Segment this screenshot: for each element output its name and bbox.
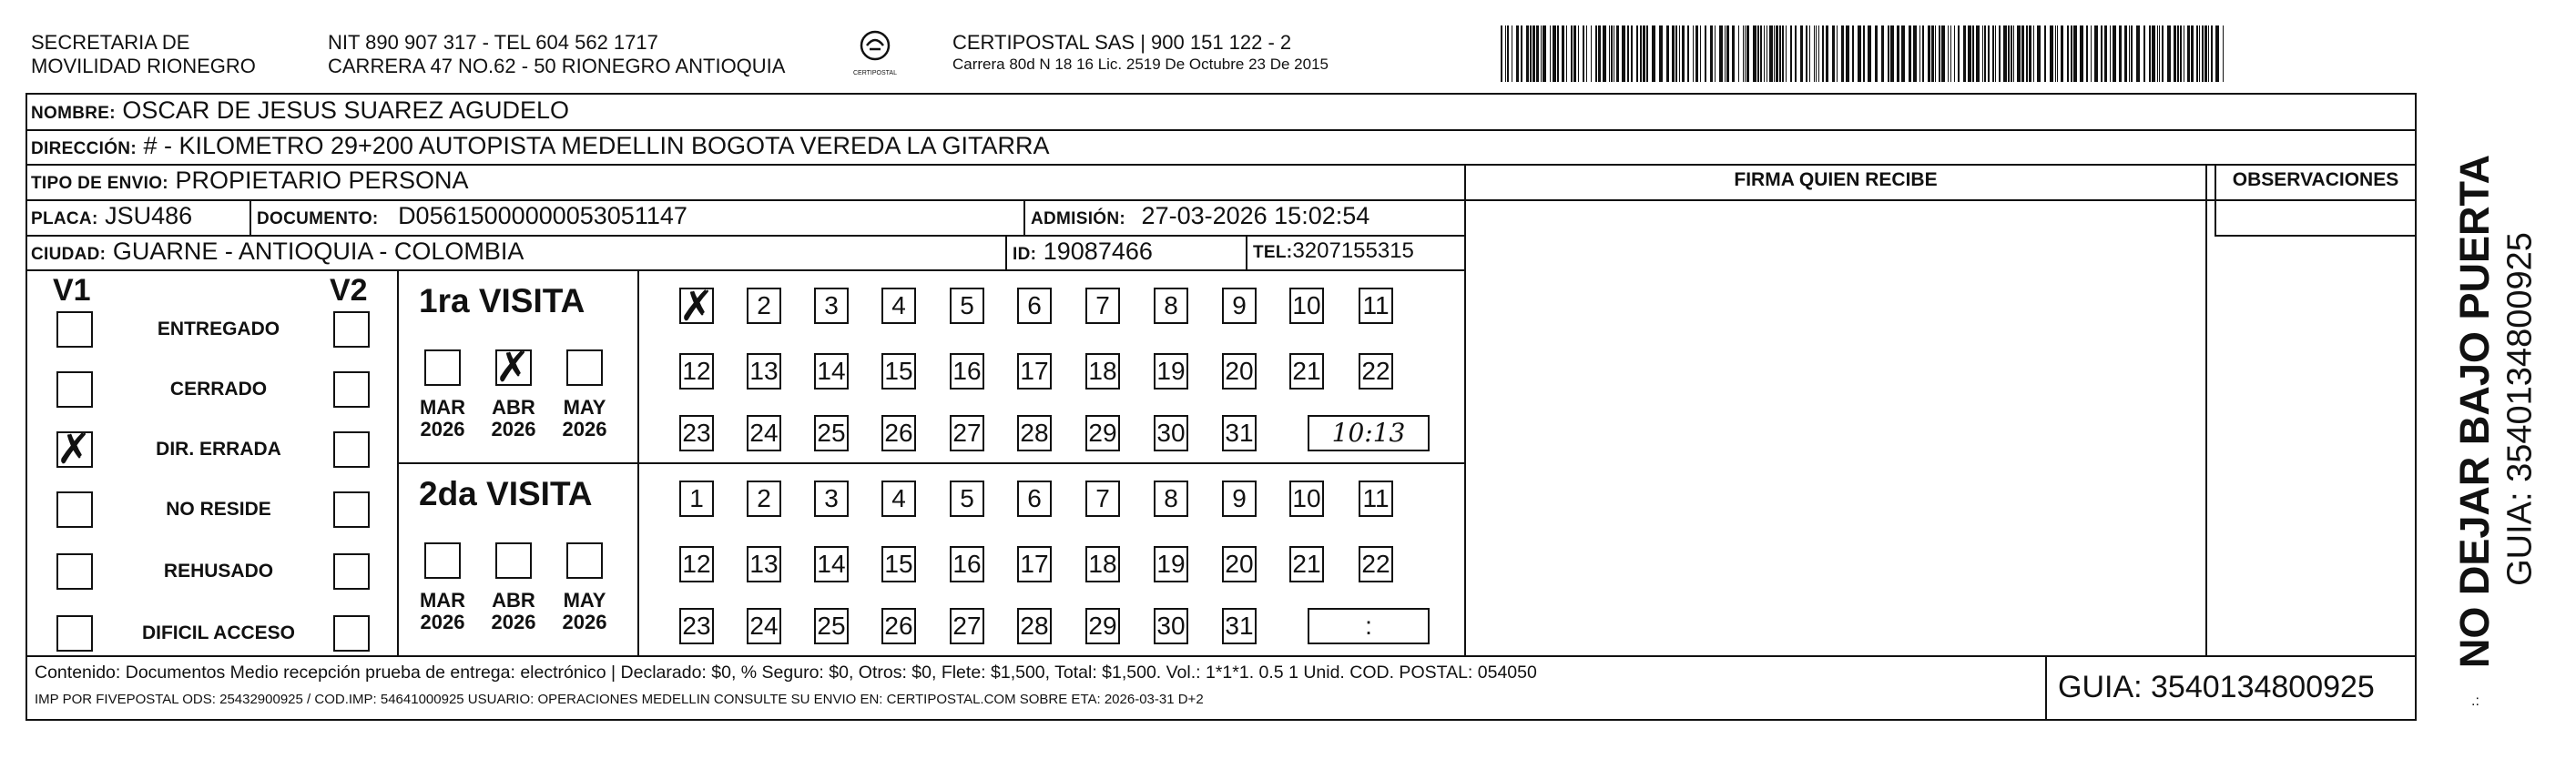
month-year: 2026	[491, 418, 536, 440]
admission-cell	[1027, 200, 1369, 235]
day-box[interactable]: 16	[950, 353, 984, 390]
address-label: DIRECCIÓN:	[31, 139, 137, 158]
city-value: GUARNE - ANTIOQUIA - COLOMBIA	[112, 238, 524, 265]
day-box[interactable]: 25	[814, 608, 849, 644]
day-box[interactable]: 15	[881, 546, 916, 582]
check-mark-icon: ✗	[494, 342, 531, 391]
license-line: Carrera 80d N 18 16 Lic. 2519 De Octubre 23 De 2015	[952, 56, 1329, 73]
day-box[interactable]: 8	[1154, 288, 1188, 324]
day-box[interactable]: 10	[1289, 288, 1324, 324]
v2-checkbox[interactable]	[333, 311, 370, 348]
barcode	[1501, 25, 2227, 82]
v2-checkbox[interactable]	[333, 431, 370, 468]
day-box[interactable]: 24	[747, 608, 781, 644]
day-box[interactable]: 3	[814, 481, 849, 517]
id-label: ID:	[1013, 245, 1037, 264]
document-label: DOCUMENTO:	[257, 209, 379, 228]
day-box[interactable]: 1	[679, 481, 714, 517]
day-box[interactable]: 28	[1017, 608, 1052, 644]
month-name: MAR	[419, 396, 466, 419]
signature-header: FIRMA QUIEN RECIBE	[1734, 169, 1938, 190]
side-warning: NO DEJAR BAJO PUERTA	[2451, 154, 2498, 669]
month-year: 2026	[491, 611, 536, 633]
day-box[interactable]: 13	[747, 546, 781, 582]
print-line: IMP POR FIVEPOSTAL ODS: 25432900925 / COD.IMP: 54641000925 USUARIO: OPERACIONES MEDELLIN CONSULTE SU ENVIO EN: CERTIPOSTAL.COM SOBRE ETA: 2026-03-31 D+2	[35, 692, 1204, 707]
day-box[interactable]: 3	[814, 288, 849, 324]
day-box[interactable]: 21	[1289, 353, 1324, 390]
day-box[interactable]: 14	[814, 546, 849, 582]
day-box[interactable]: 23	[679, 608, 714, 644]
plate-label: PLACA:	[31, 209, 98, 228]
v2-checkbox[interactable]	[333, 615, 370, 652]
day-box[interactable]: 12	[679, 546, 714, 582]
contents-line: Contenido: Documentos Medio recepción prueba de entrega: electrónico | Declarado: $0, % Seguro: $0, Otros: $0, Flete: $1,500, Total: $1,500. Vol.: 1*1*1. 0.5 1 Unid. COD. POSTAL: 054050	[35, 663, 1537, 683]
check-mark-icon: ✗	[56, 424, 92, 473]
day-box[interactable]: 19	[1154, 353, 1188, 390]
visit-title: 2da VISITA	[419, 475, 593, 512]
v1-checkbox[interactable]	[56, 491, 93, 528]
v1-checkbox[interactable]	[56, 371, 93, 408]
month-year: 2026	[562, 611, 607, 633]
day-box[interactable]: 31	[1222, 415, 1257, 451]
status-option-label: REHUSADO	[163, 561, 274, 582]
issuer-line-2: MOVILIDAD RIONEGRO	[31, 55, 256, 77]
day-box[interactable]: 7	[1085, 288, 1120, 324]
recipient-name-row	[27, 95, 569, 129]
day-box[interactable]: 31	[1222, 608, 1257, 644]
month-checkbox[interactable]	[424, 542, 461, 579]
month-checkbox[interactable]	[566, 349, 603, 386]
day-box[interactable]: 22	[1359, 353, 1393, 390]
type-label: TIPO DE ENVIO:	[31, 174, 168, 193]
v1-checkbox[interactable]	[56, 553, 93, 590]
month-name: MAY	[563, 589, 606, 612]
time-box[interactable]: :	[1308, 608, 1430, 644]
status-option-label: ENTREGADO	[157, 319, 280, 339]
day-box[interactable]: 18	[1085, 546, 1120, 582]
check-mark-icon: ✗	[678, 281, 715, 330]
day-box[interactable]: 17	[1017, 353, 1052, 390]
recipient-address: # - KILOMETRO 29+200 AUTOPISTA MEDELLIN BOGOTA VEREDA LA GITARRA	[143, 132, 1050, 159]
day-box[interactable]: 19	[1154, 546, 1188, 582]
day-box[interactable]: 9	[1222, 288, 1257, 324]
id-value: 19087466	[1043, 238, 1153, 265]
shipment-type-row	[27, 165, 469, 199]
day-box[interactable]: 30	[1154, 415, 1188, 451]
day-box[interactable]: 5	[950, 288, 984, 324]
day-box[interactable]: 6	[1017, 481, 1052, 517]
id-cell	[1009, 236, 1153, 270]
day-box[interactable]: 2	[747, 288, 781, 324]
day-box[interactable]: 11	[1359, 481, 1393, 517]
v1-checkbox[interactable]	[56, 424, 93, 473]
day-box[interactable]: 29	[1085, 415, 1120, 451]
plate-value: JSU486	[105, 202, 193, 229]
day-box[interactable]: 30	[1154, 608, 1188, 644]
admission-value: 27-03-2026 15:02:54	[1141, 202, 1370, 229]
day-box[interactable]: 27	[950, 608, 984, 644]
city-cell	[27, 236, 524, 270]
day-box[interactable]: 18	[1085, 353, 1120, 390]
day-box[interactable]: 5	[950, 481, 984, 517]
shipment-type: PROPIETARIO PERSONA	[175, 167, 469, 194]
recipient-address-row	[27, 130, 1050, 165]
document-value: D05615000000053051147	[398, 202, 687, 229]
day-box[interactable]: 25	[814, 415, 849, 451]
month-label	[413, 590, 472, 633]
day-box[interactable]: 20	[1222, 353, 1257, 390]
day-box[interactable]: 13	[747, 353, 781, 390]
day-box[interactable]: 12	[679, 353, 714, 390]
month-label	[555, 397, 614, 440]
day-box[interactable]: 21	[1289, 546, 1324, 582]
month-label	[555, 590, 614, 633]
day-box[interactable]: 26	[881, 608, 916, 644]
time-box[interactable]: 10:13	[1308, 415, 1430, 451]
month-label	[484, 590, 543, 633]
v1-label: V1	[53, 273, 91, 308]
v2-checkbox[interactable]	[333, 371, 370, 408]
issuer-contact	[328, 31, 785, 78]
city-label: CIUDAD:	[31, 245, 107, 264]
address-line: CARRERA 47 NO.62 - 50 RIONEGRO ANTIOQUIA	[328, 55, 786, 77]
certipostal-logo	[852, 29, 898, 76]
recipient-name: OSCAR DE JESUS SUAREZ AGUDELO	[122, 96, 570, 124]
name-label: NOMBRE:	[31, 104, 116, 123]
month-year: 2026	[420, 611, 465, 633]
day-box[interactable]: 26	[881, 415, 916, 451]
status-option-label: CERRADO	[169, 379, 268, 400]
day-box[interactable]: 4	[881, 481, 916, 517]
month-year: 2026	[562, 418, 607, 440]
tel-value: 3207155315	[1292, 238, 1414, 263]
day-box[interactable]: 15	[881, 353, 916, 390]
logo-caption: CERTIPOSTAL	[853, 70, 897, 76]
status-option-label: NO RESIDE	[166, 499, 271, 520]
month-checkbox[interactable]	[494, 342, 532, 391]
day-box[interactable]: 28	[1017, 415, 1052, 451]
day-box[interactable]: 27	[950, 415, 984, 451]
side-guide: GUIA: 3540134800925	[2500, 232, 2540, 586]
tel-cell	[1249, 236, 1414, 268]
status-option-label: DIFICIL ACCESO	[141, 622, 295, 643]
issuer-line-1: SECRETARIA DE	[31, 31, 190, 54]
day-box[interactable]: 10	[1289, 481, 1324, 517]
footer-guide: GUIA: 3540134800925	[2058, 670, 2375, 704]
day-box[interactable]: 7	[1085, 481, 1120, 517]
status-option-label: DIR. ERRADA	[156, 439, 281, 460]
month-checkbox[interactable]	[566, 542, 603, 579]
plate-cell	[27, 200, 192, 235]
certipostal-logo-icon	[852, 29, 898, 66]
document-cell	[253, 200, 687, 235]
day-box[interactable]: 6	[1017, 288, 1052, 324]
v1-checkbox[interactable]	[56, 615, 93, 652]
month-checkbox[interactable]	[495, 542, 532, 579]
courier-info	[952, 31, 1329, 75]
courier-line: CERTIPOSTAL SAS | 900 151 122 - 2	[952, 31, 1292, 54]
month-name: MAY	[563, 396, 606, 419]
day-box[interactable]: 4	[881, 288, 916, 324]
day-box[interactable]: 23	[679, 415, 714, 451]
month-label	[413, 397, 472, 440]
day-box[interactable]: 14	[814, 353, 849, 390]
visit-title: 1ra VISITA	[419, 282, 585, 319]
nit-line: NIT 890 907 317 - TEL 604 562 1717	[328, 31, 658, 54]
day-box[interactable]: 2	[747, 481, 781, 517]
day-box[interactable]: 20	[1222, 546, 1257, 582]
admission-label: ADMISIÓN:	[1031, 209, 1126, 228]
tel-label: TEL:	[1253, 243, 1293, 262]
day-box[interactable]	[678, 281, 715, 330]
v2-checkbox[interactable]	[333, 491, 370, 528]
day-box[interactable]: 9	[1222, 481, 1257, 517]
month-name: ABR	[492, 589, 535, 612]
day-box[interactable]: 24	[747, 415, 781, 451]
issuer-name	[31, 31, 256, 78]
month-name: MAR	[419, 589, 466, 612]
day-box[interactable]: 11	[1359, 288, 1393, 324]
day-box[interactable]: 8	[1154, 481, 1188, 517]
month-checkbox[interactable]	[424, 349, 461, 386]
v2-checkbox[interactable]	[333, 553, 370, 590]
month-year: 2026	[420, 418, 465, 440]
month-name: ABR	[492, 396, 535, 419]
v2-label: V2	[330, 273, 368, 308]
month-label	[484, 397, 543, 440]
observations-header: OBSERVACIONES	[2232, 169, 2399, 190]
day-box[interactable]: 29	[1085, 608, 1120, 644]
v1-checkbox[interactable]	[56, 311, 93, 348]
day-box[interactable]: 17	[1017, 546, 1052, 582]
day-box[interactable]: 22	[1359, 546, 1393, 582]
day-box[interactable]: 16	[950, 546, 984, 582]
